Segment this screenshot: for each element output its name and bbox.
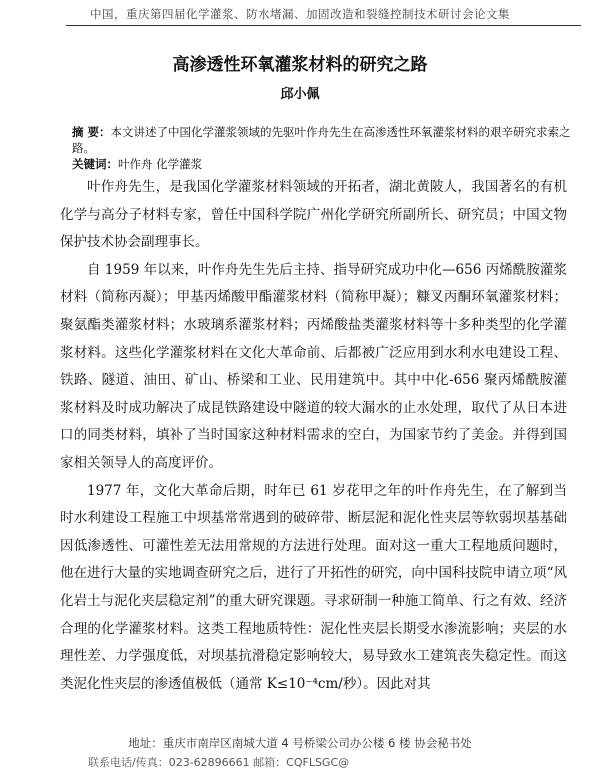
keywords	[72, 156, 572, 172]
keywords-label: 关键词：	[72, 157, 118, 171]
paragraph-3: 1977 年，文化大革命后期，时年已 61 岁花甲之年的叶作舟先生，在了解到当时水利建设工程施工中坝基常常遇到的破碎带、断层泥和泥化性夹层等软弱坝基基础因低渗透性、可灌性差无法用常规的方法进行处理。面对这一重大工程地质问题时，他在进行大量的实地调查研究之后，进行了开拓性的研究，向中国科技院申请立项“风化岩土与泥化夹层稳定剂”的重大研究课题。寻求研制一种施工简单、行之有效、经济合理的化学灌浆材料。这类工程地质特性：泥化性夹层长期受水渗流影响；夹层的水理性差、力学强度低，对坝基抗滑稳定影响较大，易导致水工建筑丧失稳定性。而这类泥化性夹层的渗透值极低（通常 K≤10⁻⁴cm/秒）。因此对其	[60, 482, 567, 692]
keywords-text: 叶作舟 化学灌浆	[118, 157, 203, 171]
paper-author: 邱小佩	[280, 87, 320, 102]
running-header: 中国，重庆第四届化学灌浆、防水堵漏、加固改造和裂缝控制技术研讨会论文集	[90, 7, 510, 21]
paragraph-1: 叶作舟先生，是我国化学灌浆材料领域的开拓者，湖北黄陂人，我国著名的有机化学与高分子材料专家，曾任中国科学院广州化学研究所副所长、研究员；中国文物保护技术协会副理事长。	[60, 179, 567, 251]
abstract-text: 本文讲述了中国化学灌浆领域的先驱叶作舟先生在高渗透性环氧灌浆材料的艰辛研究求索之路。	[72, 125, 571, 155]
body-text	[60, 174, 567, 698]
paragraph-2: 自 1959 年以来，叶作舟先生先后主持、指导研究成功中化—656 丙烯酰胺灌浆材料（简称丙凝）；甲基丙烯酸甲酯灌浆材料（简称甲凝）；糠叉丙酮环氧灌浆材料；聚氨酯类灌浆材料；水玻璃系灌浆材料；丙烯酸盐类灌浆材料等十多种类型的化学灌浆材料。这些化学灌浆材料在文化大革命前、后都被广泛应用到水利水电建设工程、铁路、隧道、油田、矿山、桥梁和工业、民用建筑中。其中中化-656 聚丙烯酰胺灌浆材料及时成功解决了成昆铁路建设中隧道的较大漏水的止水处理，取代了从日本进口的同类材料，填补了当时国家这种材料需求的空白，为国家节约了美金。并得到国家相关领导人的高度评价。	[60, 261, 567, 471]
abstract	[72, 124, 572, 156]
footer-address: 地址：重庆市南岸区南城大道 4 号桥梁公司办公楼 6 楼 协会秘书处	[128, 736, 472, 750]
abstract-label: 摘 要：	[72, 125, 111, 139]
header-divider	[66, 25, 581, 26]
footer-contact: 联系电话/传真：023-62896661 邮箱：CQFLSGC@	[88, 756, 350, 769]
paper-title: 高渗透性环氧灌浆材料的研究之路	[172, 55, 428, 75]
